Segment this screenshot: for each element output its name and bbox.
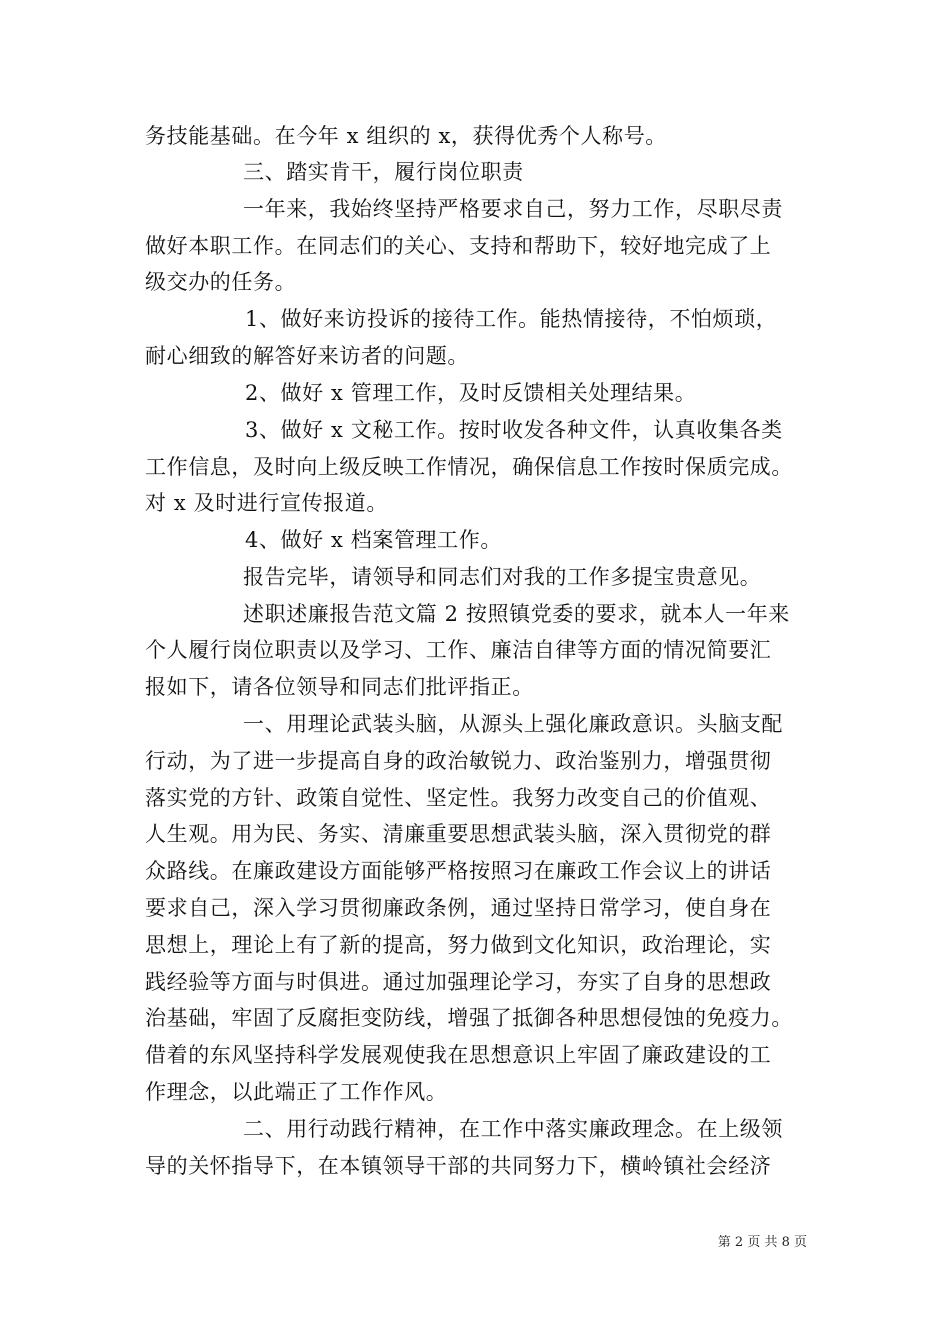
paragraph-line: 工作信息，及时向上级反映工作情况，确保信息工作按时保质完成。 [145,455,793,479]
paragraph-line: 践经验等方面与时俱进。通过加强理论学习，夯实了自身的思想政 [145,970,772,994]
paragraph-line: 要求自己，深入学习贯彻廉政条例，通过坚持日常学习，使自身在 [145,896,772,920]
section-heading: 一、用理论武装头脑，从源头上强化廉政意识。头脑支配 [243,712,783,736]
section-heading: 三、踏实肯干，履行岗位职责 [243,160,524,184]
paragraph-line: 导的关怀指导下，在本镇领导干部的共同努力下，横岭镇社会经济 [145,1154,772,1178]
paragraph-line: 个人履行岗位职责以及学习、工作、廉洁自律等方面的情况简要汇 [145,638,772,662]
paragraph-line: 对 x 及时进行宣传报道。 [145,491,388,515]
paragraph-line: 做好本职工作。在同志们的关心、支持和帮助下，较好地完成了上 [145,234,772,258]
paragraph-line: 思想上，理论上有了新的提高，努力做到文化知识，政治理论，实 [145,933,772,957]
list-item: 1、做好来访投诉的接待工作。能热情接待，不怕烦琐， [245,307,778,331]
paragraph-line: 耐心细致的解答好来访者的问题。 [145,344,469,368]
paragraph-line: 行动，为了进一步提高自身的政治敏锐力、政治鉴别力，增强贯彻 [145,749,772,773]
paragraph-line: 治基础，牢固了反腐拒变防线，增强了抵御各种思想侵蚀的免疫力。 [145,1006,793,1030]
paragraph-line: 人生观。用为民、务实、清廉重要思想武装头脑，深入贯彻党的群 [145,822,772,846]
page-number: 第 2 页 共 8 页 [717,1235,807,1250]
list-item: 2、做好 x 管理工作，及时反馈相关处理结果。 [245,381,697,405]
paragraph-line: 落实党的方针、政策自觉性、坚定性。我努力改变自己的价值观、 [145,786,772,810]
paragraph-line: 报告完毕，请领导和同志们对我的工作多提宝贵意见。 [243,565,762,589]
section-heading: 二、用行动践行精神，在工作中落实廉政理念。在上级领 [243,1117,783,1141]
list-item: 3、做好 x 文秘工作。按时收发各种文件，认真收集各类 [245,418,783,442]
paragraph-line: 报如下，请各位领导和同志们批评指正。 [145,675,534,699]
paragraph-line: 务技能基础。在今年 x 组织的 x，获得优秀个人称号。 [145,124,667,148]
paragraph-line: 借着的东风坚持科学发展观使我在思想意识上牢固了廉政建设的工 [145,1043,772,1067]
paragraph-line: 众路线。在廉政建设方面能够严格按照习在廉政工作会议上的讲话 [145,859,772,883]
paragraph-line: 述职述廉报告范文篇 2 按照镇党委的要求，就本人一年来 [243,602,790,626]
paragraph-line: 级交办的任务。 [145,270,297,294]
paragraph-line: 一年来，我始终坚持严格要求自己，努力工作，尽职尽责 [243,197,783,221]
paragraph-line: 作理念，以此端正了工作作风。 [145,1080,448,1104]
list-item: 4、做好 x 档案管理工作。 [245,528,502,552]
